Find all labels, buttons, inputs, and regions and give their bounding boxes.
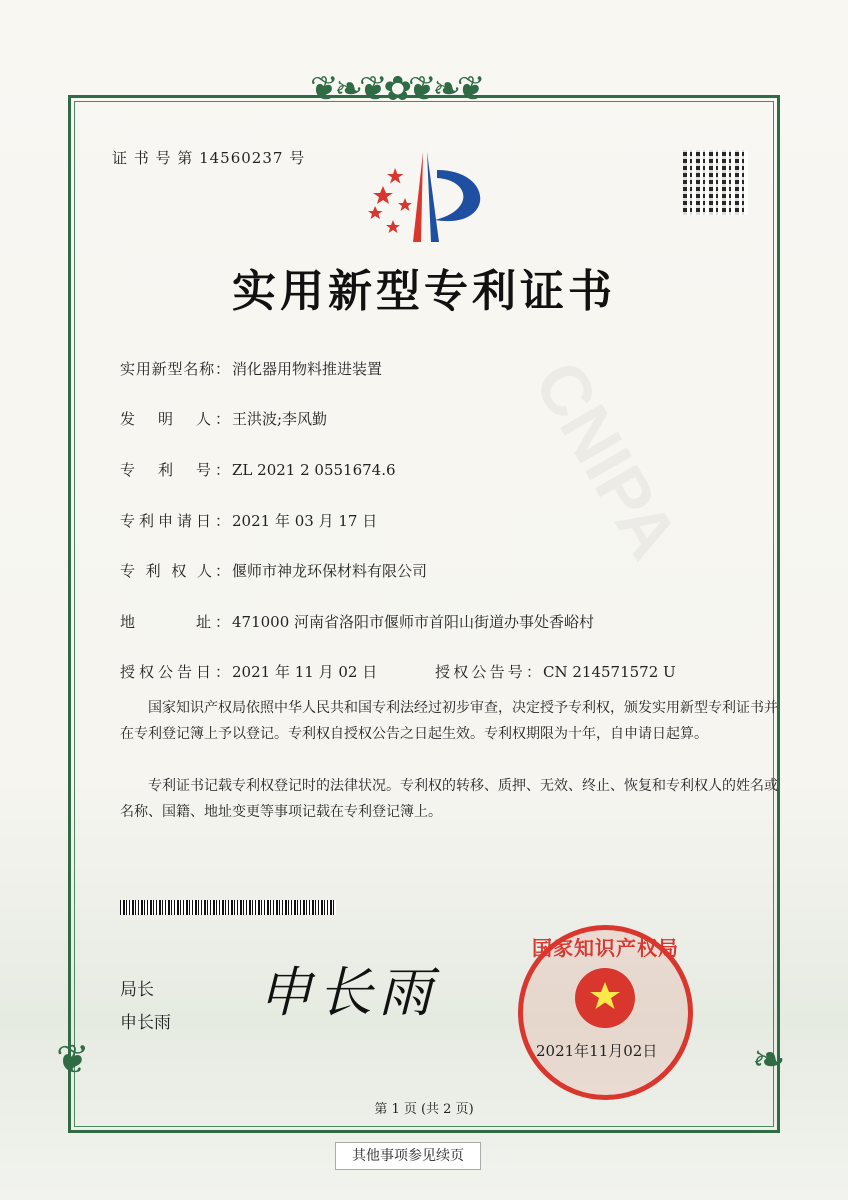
field-patentee bbox=[120, 560, 427, 581]
field-label: 授权公告号： bbox=[435, 663, 541, 681]
field-application-date bbox=[120, 510, 377, 531]
signatory-name: 申长雨 bbox=[120, 1013, 171, 1033]
paragraph-grant-statement: 国家知识产权局依照中华人民共和国专利法经过初步审查，决定授予专利权，颁发实用新型专利证书并在专利登记簿上予以登记。专利权自授权公告之日起生效。专利权期限为十年，自申请日起算。 bbox=[120, 700, 778, 742]
field-value: 2021 年 03 月 17 日 bbox=[232, 512, 378, 530]
field-address bbox=[120, 611, 594, 632]
field-label: 发 明 人： bbox=[120, 410, 230, 428]
field-label: 实用新型名称： bbox=[120, 360, 230, 378]
top-ornament-icon: ❦❧❦✿❦❧❦ bbox=[310, 69, 482, 109]
field-label: 地 址： bbox=[120, 613, 230, 631]
field-patent-number bbox=[120, 459, 396, 480]
field-value: 2021 年 11 月 02 日 bbox=[232, 663, 378, 681]
certificate-number: 证 书 号 第 14560237 号 bbox=[112, 149, 306, 167]
field-value: ZL 2021 2 0551674.6 bbox=[232, 461, 396, 479]
seal-date: 2021年11月02日 bbox=[536, 1042, 658, 1060]
qr-code bbox=[683, 150, 748, 215]
field-value: 偃师市神龙环保材料有限公司 bbox=[232, 562, 428, 580]
field-label: 专利申请日： bbox=[120, 512, 230, 530]
national-emblem-icon bbox=[575, 968, 635, 1028]
field-utility-model-name bbox=[120, 358, 382, 379]
field-label: 授权公告日： bbox=[120, 663, 230, 681]
signatory-title: 局长 bbox=[120, 980, 154, 1000]
barcode bbox=[120, 900, 336, 915]
field-label: 专 利 权 人： bbox=[120, 562, 230, 580]
field-label: 专 利 号： bbox=[120, 461, 230, 479]
paragraph-legal-status: 专利证书记载专利权登记时的法律状况。专利权的转移、质押、无效、终止、恢复和专利权人的姓名或名称、国籍、地址变更等事项记载在专利登记簿上。 bbox=[120, 778, 778, 820]
cnipa-logo-icon bbox=[365, 150, 490, 245]
field-grant-date bbox=[120, 661, 377, 682]
field-value: 王洪波;李风勤 bbox=[232, 410, 328, 428]
official-seal bbox=[518, 925, 693, 1100]
field-value: 471000 河南省洛阳市偃师市首阳山街道办事处香峪村 bbox=[232, 613, 595, 631]
page-number: 第 1 页 (共 2 页) bbox=[374, 1102, 474, 1117]
field-announcement-number bbox=[435, 661, 676, 682]
continued-note: 其他事项参见续页 bbox=[335, 1142, 481, 1170]
certificate-title: 实用新型专利证书 bbox=[232, 266, 616, 317]
field-inventors bbox=[120, 408, 327, 429]
signature: 申长雨 bbox=[258, 961, 438, 1024]
field-value: CN 214571572 U bbox=[543, 663, 676, 681]
field-value: 消化器用物料推进装置 bbox=[232, 360, 383, 378]
corner-ornament-icon: ❧ bbox=[752, 1037, 786, 1083]
seal-text: 国家知识产权局 bbox=[532, 936, 679, 960]
corner-ornament-icon: ❦ bbox=[56, 1037, 90, 1083]
